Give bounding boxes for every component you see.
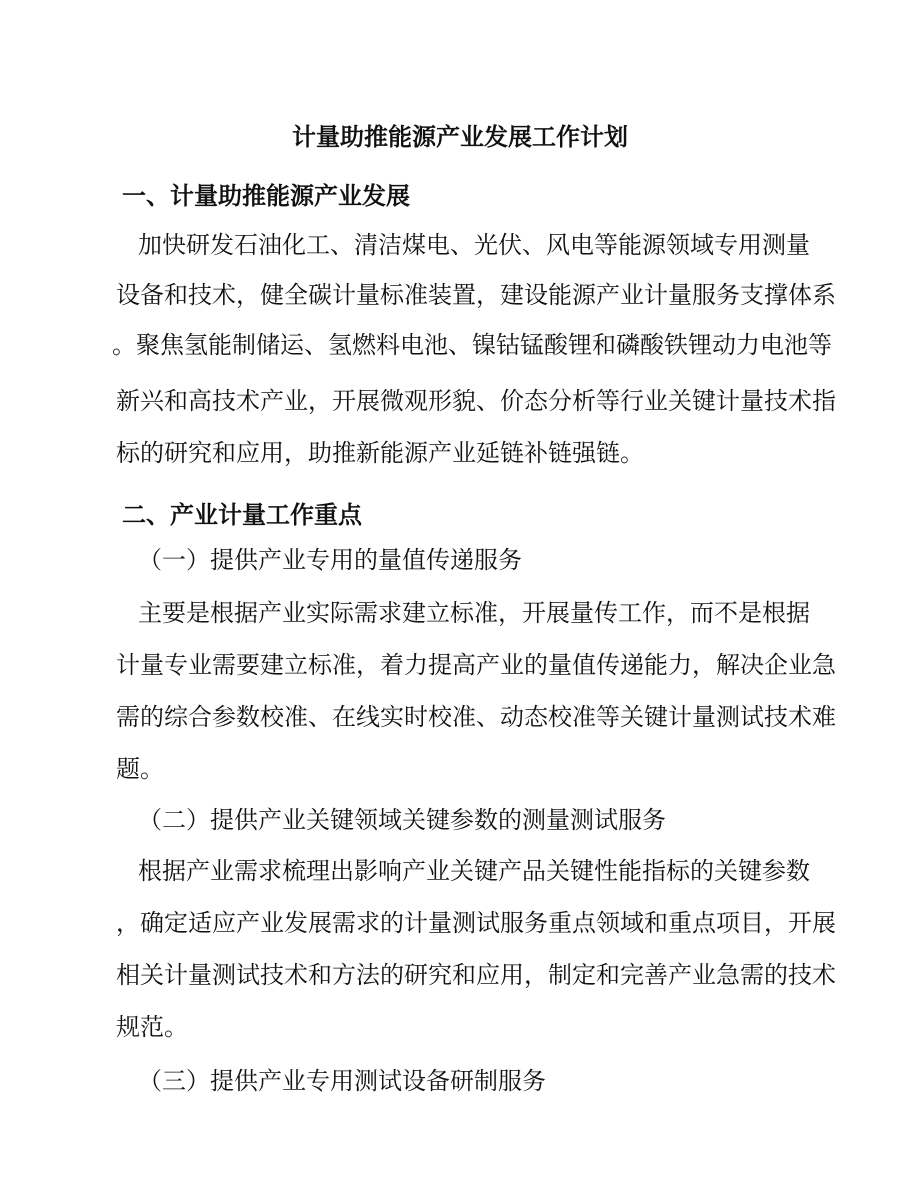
paragraph-line: 设备和技术，健全碳计量标准装置，建设能源产业计量服务支撑体系 — [116, 281, 836, 309]
paragraph-line: 。聚焦氢能制储运、氢燃料电池、镍钴锰酸锂和磷酸铁锂动力电池等 — [112, 331, 832, 359]
paragraph-line: 计量专业需要建立标准，着力提高产业的量值传递能力，解决企业急 — [116, 651, 836, 679]
subsection-3-heading: （三）提供产业专用测试设备研制服务 — [138, 1067, 546, 1095]
paragraph-line: 根据产业需求梳理出影响产业关键产品关键性能指标的关键参数 — [138, 857, 810, 885]
paragraph-line: 相关计量测试技术和方法的研究和应用，制定和完善产业急需的技术 — [116, 961, 836, 989]
paragraph-line: 需的综合参数校准、在线实时校准、动态校准等关键计量测试技术难 — [116, 703, 836, 731]
paragraph-line: 加快研发石油化工、清洁煤电、光伏、风电等能源领域专用测量 — [138, 231, 810, 259]
paragraph-line: 主要是根据产业实际需求建立标准，开展量传工作，而不是根据 — [138, 599, 810, 627]
section-2-heading: 二、产业计量工作重点 — [122, 500, 362, 529]
subsection-1-heading: （一）提供产业专用的量值传递服务 — [138, 546, 522, 574]
paragraph-line: 新兴和高技术产业，开展微观形貌、价态分析等行业关键计量技术指 — [116, 387, 836, 415]
section-1-heading: 一、计量助推能源产业发展 — [122, 181, 410, 210]
paragraph-line: 标的研究和应用，助推新能源产业延链补链强链。 — [116, 439, 644, 467]
paragraph-line: ，确定适应产业发展需求的计量测试服务重点领域和重点项目，开展 — [116, 909, 836, 937]
paragraph-line: 题。 — [116, 755, 164, 783]
subsection-2-heading: （二）提供产业关键领域关键参数的测量测试服务 — [138, 806, 666, 834]
document-title: 计量助推能源产业发展工作计划 — [292, 122, 628, 151]
paragraph-line: 规范。 — [116, 1013, 188, 1041]
